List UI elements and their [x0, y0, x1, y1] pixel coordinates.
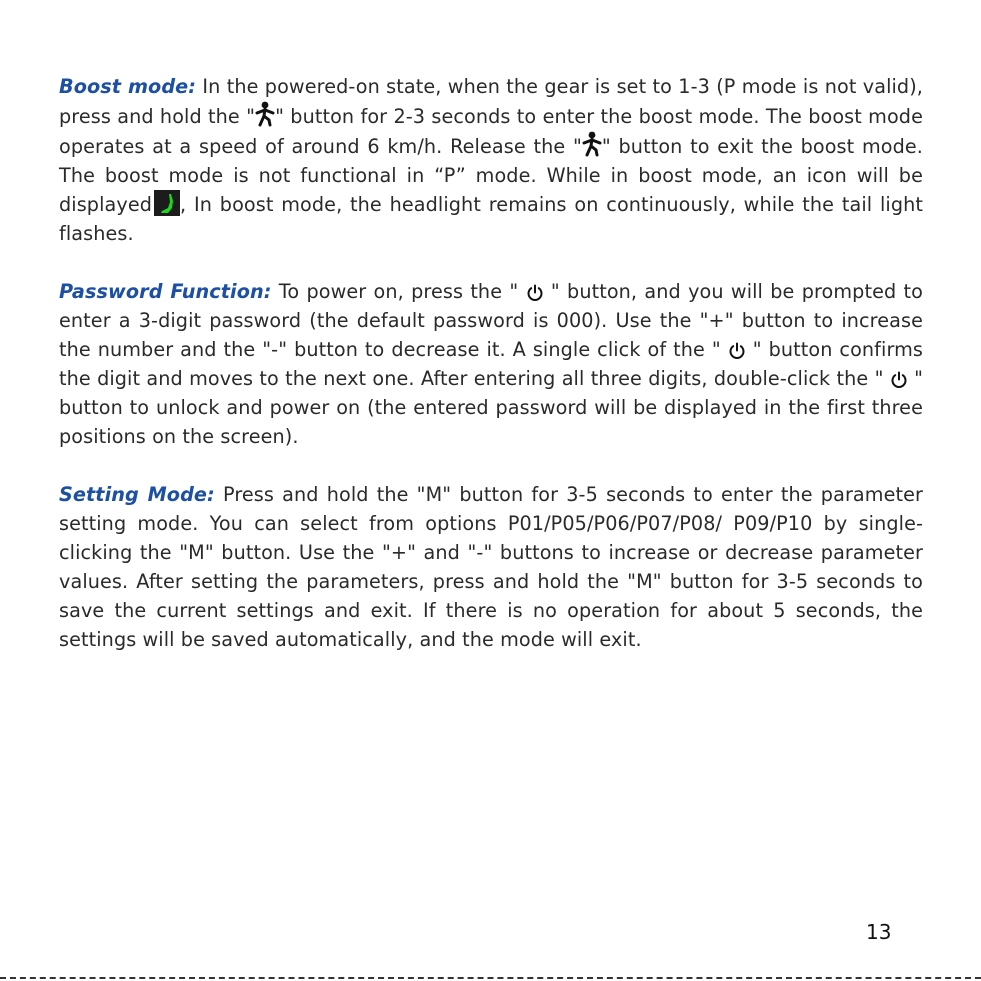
setting-mode-paragraph — [59, 480, 923, 654]
bottom-divider — [0, 977, 981, 979]
manual-page — [59, 72, 923, 683]
boost-text-3: " button to exit the boost mode. The boost mode is not functional in “P” mode. While in boost mode, an icon will be displayed — [59, 135, 923, 216]
password-text-3: " button confirms the digit and moves to the next one. After entering all three digits, double-click the " — [59, 338, 923, 390]
walking-person-icon — [255, 101, 275, 127]
password-function-heading: Password Function: — [59, 280, 272, 303]
walking-person-icon — [582, 131, 602, 157]
boost-mode-icon — [154, 190, 180, 216]
password-text-4: " button to unlock and power on (the entered password will be displayed in the first three positions on the screen). — [59, 367, 924, 448]
setting-text: Press and hold the "M" button for 3-5 seconds to enter the parameter setting mode. You can select from options P01/P05/P06/P07/P08/ P09/P10 by single-clicking the "M" button. Use the "+" and "-" buttons to increase or decrease parameter values. After setting the parameters, press and hold the "M" button for 3-5 seconds to save the current settings and exit. If there is no operation for about 5 seconds, the settings will be saved automatically, and the mode will exit. — [59, 483, 924, 651]
boost-text-2: " button for 2-3 seconds to enter the boost mode. The boost mode operates at a speed of around 6 km/h. Release the " — [59, 105, 923, 158]
password-text-2: " button, and you will be prompted to enter a 3-digit password (the default password is 000). Use the "+" button to increase the number and the "-" button to decrease it. A single click of the " — [59, 280, 924, 361]
power-icon — [526, 284, 544, 302]
boost-text-1: In the powered-on state, when the gear is set to 1-3 (P mode is not valid), press and hold the " — [59, 75, 923, 128]
boost-text-4: , In boost mode, the headlight remains on continuously, while the tail light flashes. — [59, 193, 923, 245]
power-icon — [890, 371, 908, 389]
page-number: 13 — [866, 920, 892, 944]
password-function-paragraph — [59, 277, 923, 451]
setting-mode-heading: Setting Mode: — [59, 483, 215, 506]
boost-mode-heading: Boost mode: — [59, 75, 197, 98]
password-text-1: To power on, press the " — [271, 280, 526, 303]
boost-mode-paragraph — [59, 72, 923, 248]
power-icon — [728, 342, 746, 360]
